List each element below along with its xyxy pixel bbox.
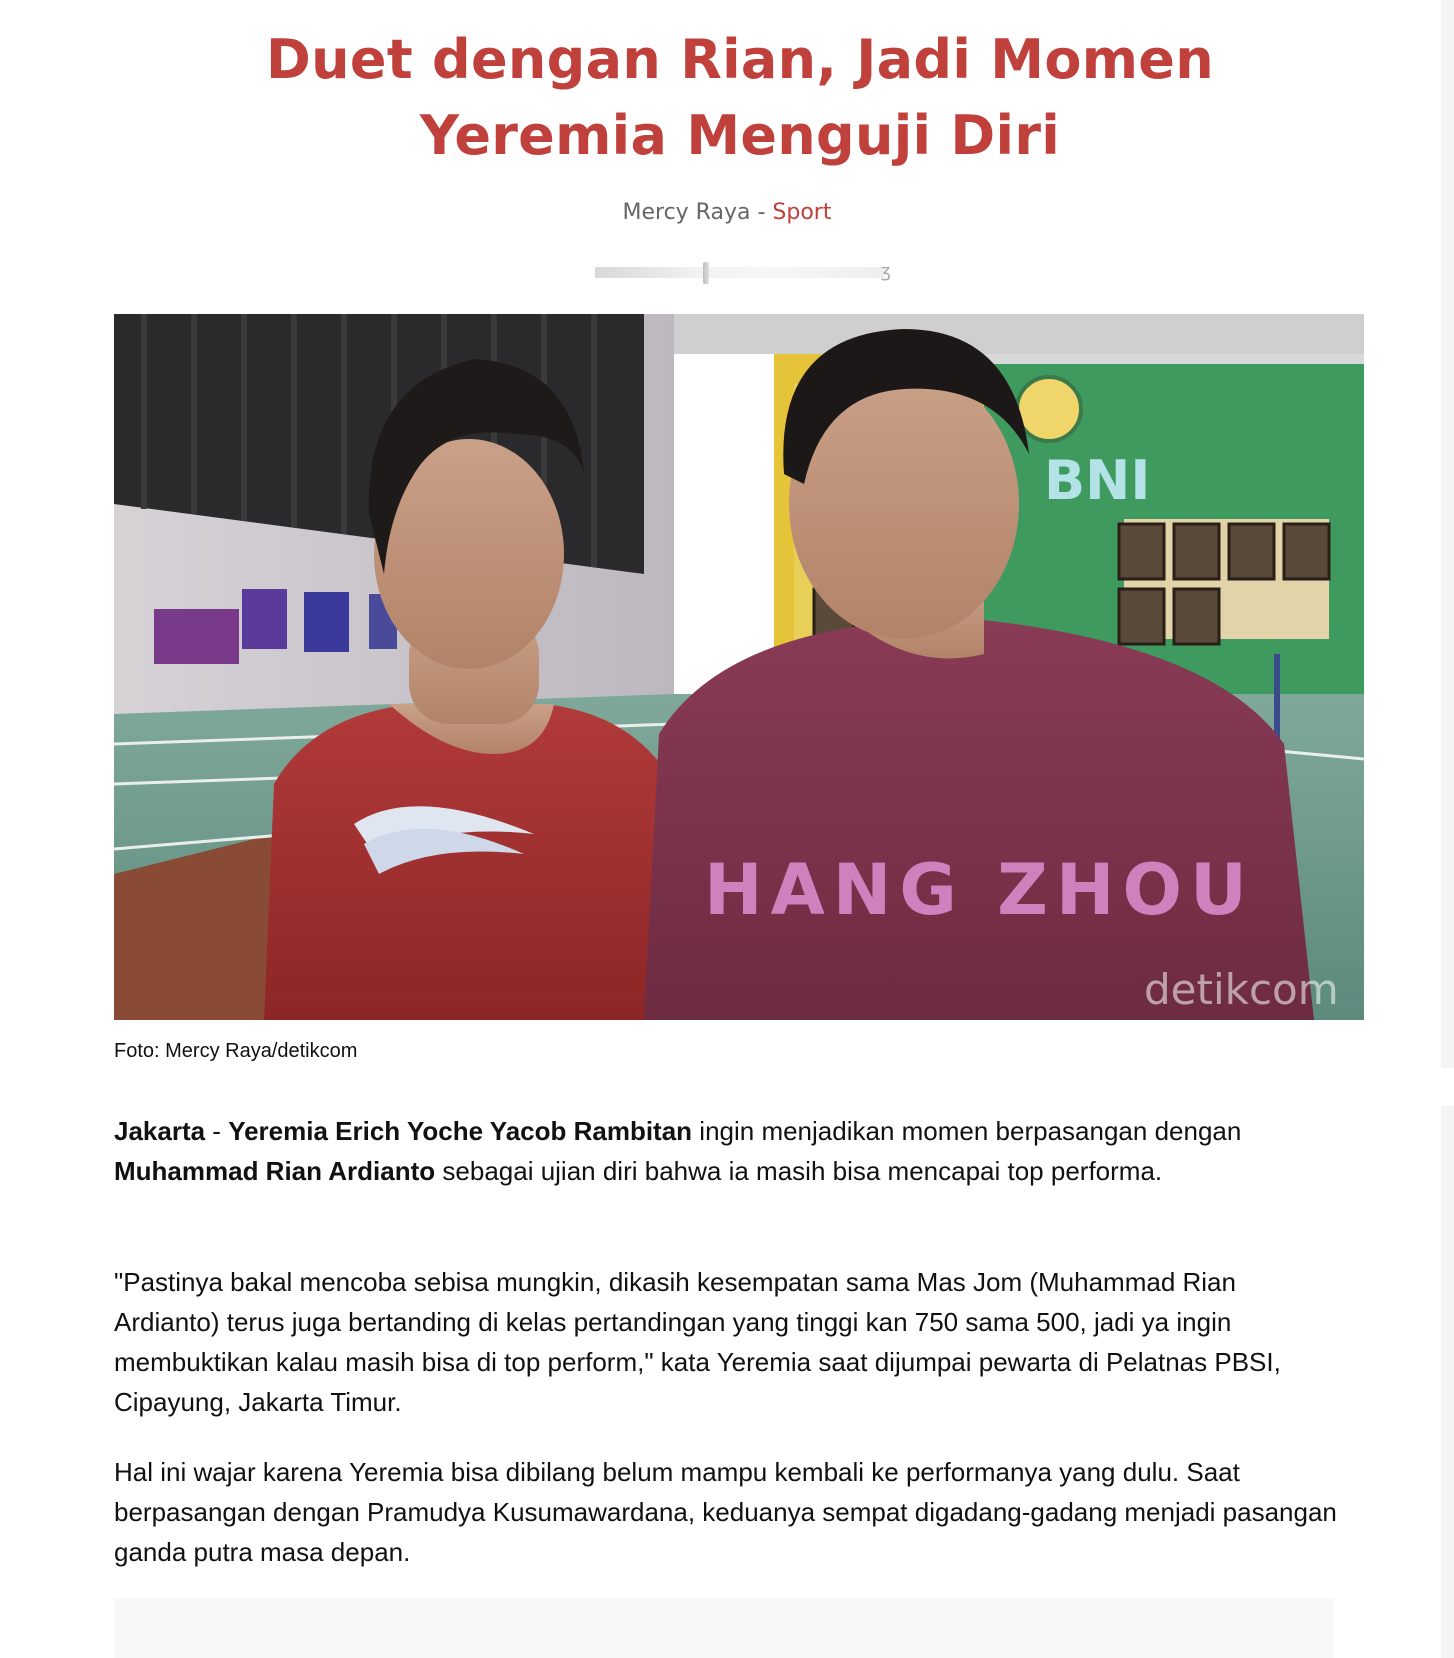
slider-handle — [703, 262, 709, 284]
article-title: Duet dengan Rian, Jadi Momen Yeremia Menguji Diri — [266, 28, 1214, 167]
paragraph-1-text-a: ingin menjadikan momen berpasangan dengan — [692, 1116, 1242, 1146]
category-link[interactable]: Sport — [772, 200, 832, 225]
scrollbar-track-lower[interactable] — [1441, 1106, 1454, 1658]
byline — [0, 200, 1454, 225]
dateline-dash: - — [205, 1116, 229, 1146]
photo-watermark: detikcom — [1144, 965, 1339, 1014]
bni-sign: BNI — [1044, 449, 1151, 512]
paragraph-2: "Pastinya bakal mencoba sebisa mungkin, dikasih kesempatan sama Mas Jom (Muhammad Rian Ardianto) terus juga bertanding di kelas pertandingan yang tinggi kan 750 sama 500, jadi ya ingin membuktikan kalau masih bisa di top perform," kata Yeremia saat dijumpai pewarta di Pelatnas PBSI, Cipayung, Jakarta Timur. — [114, 1267, 1281, 1417]
dateline-city: Jakarta — [114, 1116, 206, 1146]
scrollbar-track-upper[interactable] — [1441, 0, 1454, 1068]
ad-placeholder — [114, 1598, 1334, 1658]
image-loading-slider — [595, 261, 891, 282]
byline-separator: - — [750, 200, 773, 225]
photo-illustration — [114, 314, 1364, 1020]
article-photo[interactable] — [114, 314, 1364, 1020]
paragraph-1 — [114, 1111, 1344, 1191]
paragraph-3: Hal ini wajar karena Yeremia bisa dibilang belum mampu kembali ke performanya yang dulu. Saat berpasangan dengan Pramudya Kusumawardana, keduanya sempat digadang-gadang menjadi pasangan ganda putra masa depan. — [114, 1457, 1337, 1567]
shirt-print: HANG ZHOU — [704, 849, 1255, 931]
paragraph-1-text-b: sebagai ujian diri bahwa ia masih bisa mencapai top performa. — [435, 1156, 1163, 1186]
slider-end-icon: ʒ — [880, 261, 891, 282]
author-name[interactable]: Mercy Raya — [622, 200, 751, 225]
photo-caption: Foto: Mercy Raya/detikcom — [114, 1040, 358, 1062]
person-link-rian[interactable]: Muhammad Rian Ardianto — [114, 1156, 436, 1186]
person-link-yeremia[interactable]: Yeremia Erich Yoche Yacob Rambitan — [228, 1116, 693, 1146]
slider-track — [595, 267, 885, 278]
